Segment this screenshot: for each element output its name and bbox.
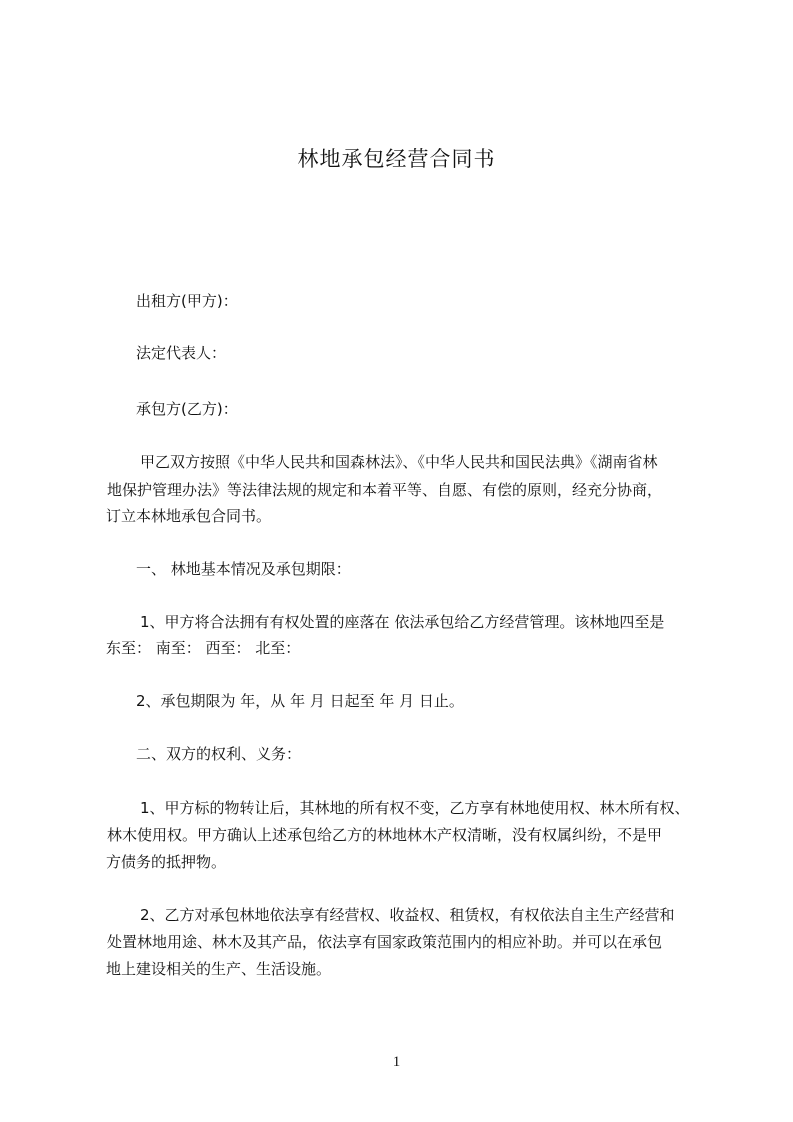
- section-1-item-1-line-1: 1、甲方将合法拥有有权处置的座落在 依法承包给乙方经营管理。该林地四至是: [140, 613, 665, 631]
- page-number: 1: [392, 1054, 401, 1070]
- lessor-line: 出租方(甲方)：: [136, 292, 238, 310]
- lessee-line: 承包方(乙方)：: [136, 400, 238, 418]
- preamble-line-1: 甲乙双方按照《中华人民共和国森林法》、《中华人民共和国民法典》《湖南省林: [140, 453, 658, 471]
- section-1-heading: 一、 林地基本情况及承包期限：: [136, 560, 351, 578]
- section-1-item-1-line-2: 东至： 南至： 西至： 北至：: [106, 639, 301, 657]
- section-2-item-1-line-3: 方债务的抵押物。: [106, 853, 227, 871]
- section-2-item-2-line-2: 处置林地用途、林木及其产品，依法享有国家政策范围内的相应补助。并可以在承包: [107, 933, 663, 951]
- preamble-line-3: 订立本林地承包合同书。: [106, 507, 272, 525]
- section-2-item-2-line-3: 地上建设相关的生产、生活设施。: [106, 960, 332, 978]
- document-title: 林地承包经营合同书: [297, 147, 496, 171]
- section-2-heading: 二、双方的权利、义务：: [136, 745, 302, 763]
- section-2-item-1-line-2: 林木使用权。甲方确认上述承包给乙方的林地林木产权清晰，没有权属纠纷，不是甲: [107, 826, 663, 844]
- legal-representative-line: 法定代表人：: [136, 344, 227, 362]
- section-2-item-2-line-1: 2、乙方对承包林地依法享有经营权、收益权、租赁权，有权依法自主生产经营和: [140, 906, 675, 924]
- section-1-item-2: 2、承包期限为 年，从 年 月 日起至 年 月 日止。: [136, 692, 464, 710]
- section-2-item-1-line-1: 1、甲方标的物转让后，其林地的所有权不变，乙方享有林地使用权、林木所有权、: [140, 799, 690, 817]
- preamble-line-2: 地保护管理办法》等法律法规的规定和本着平等、自愿、有偿的原则，经充分协商，: [107, 481, 663, 499]
